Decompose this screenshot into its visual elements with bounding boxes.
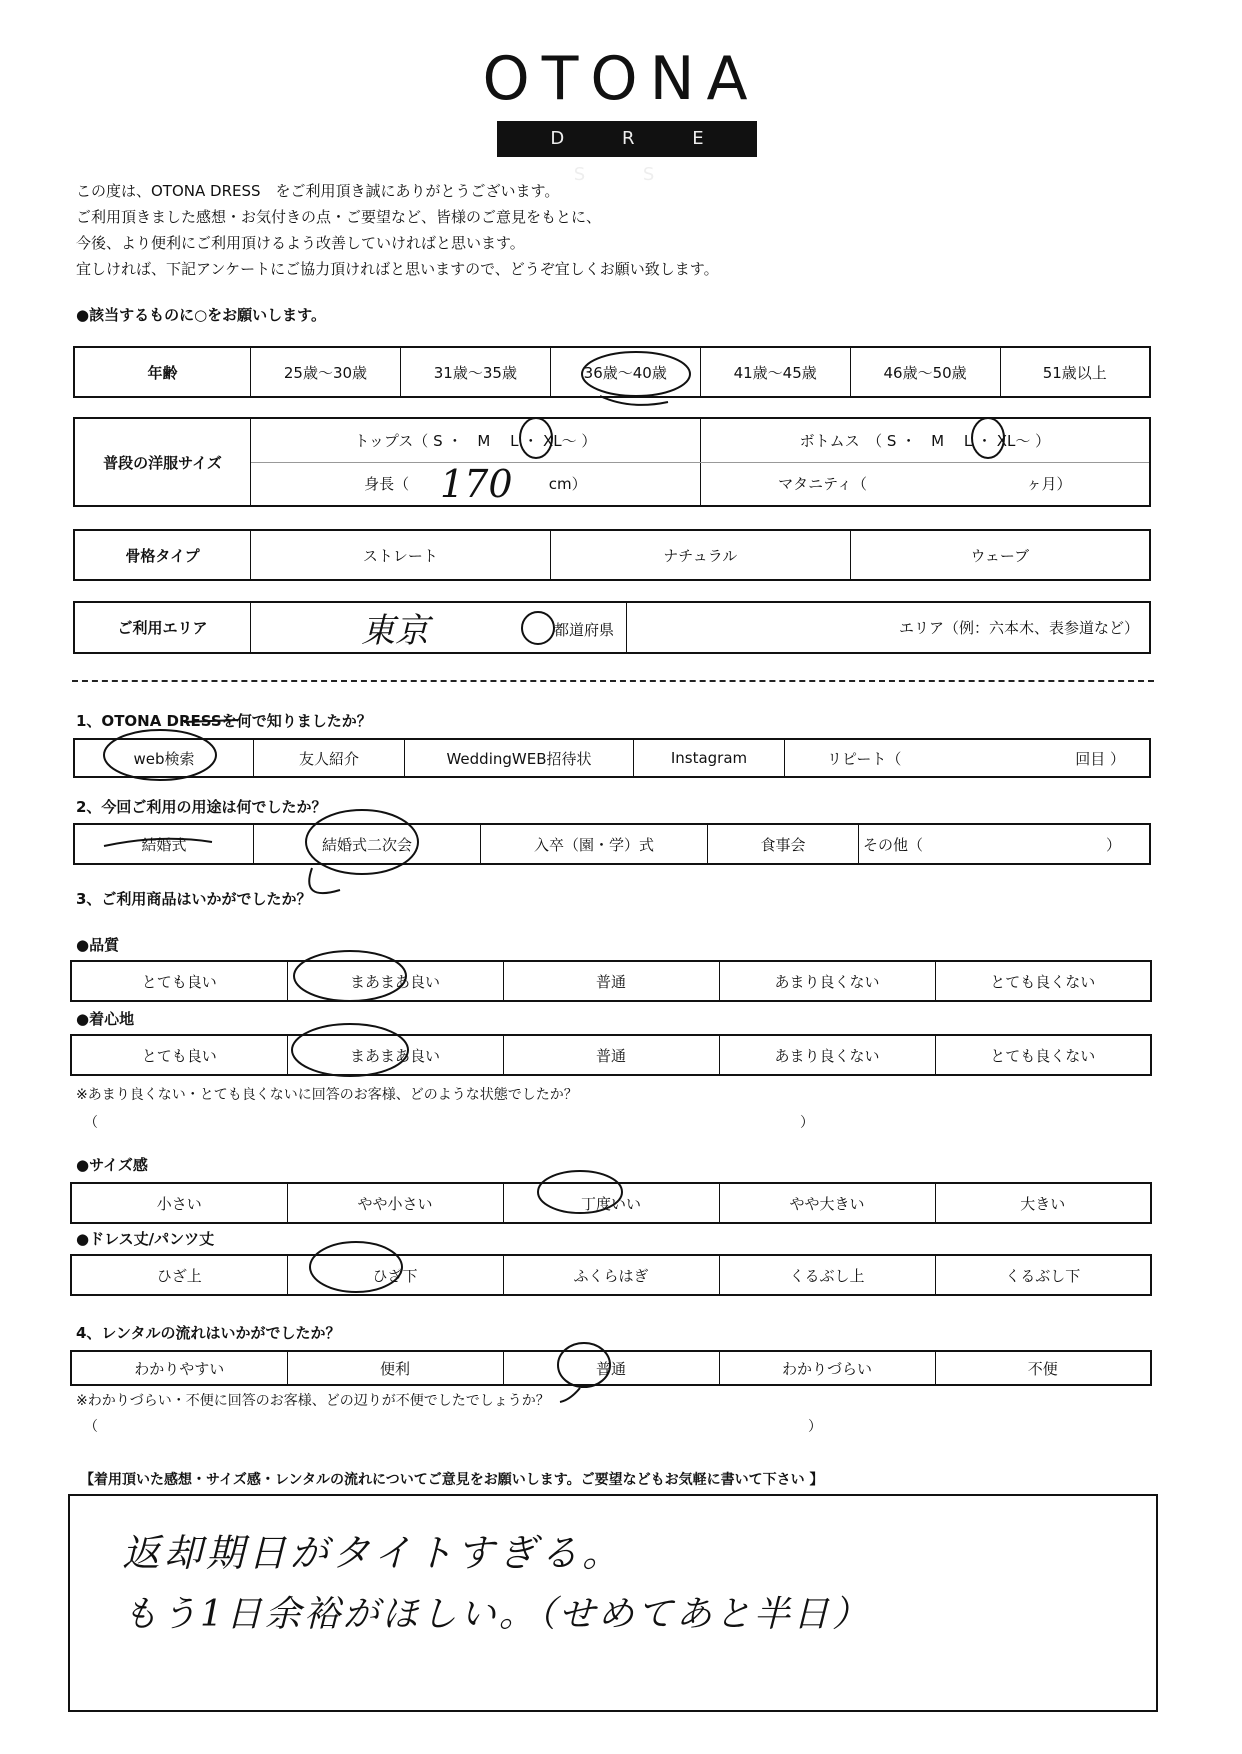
q1-option[interactable]: web検索	[74, 739, 254, 777]
q2-other-label: その他（	[863, 835, 924, 854]
age-option[interactable]: 46歳～50歳	[850, 347, 1000, 397]
prefecture-value: 東京	[361, 611, 429, 651]
age-option[interactable]: 36歳～40歳	[550, 347, 700, 397]
length-option[interactable]: くるぶし下	[935, 1255, 1151, 1295]
comfort-option[interactable]: 普通	[503, 1035, 719, 1075]
intro-line: 宜しければ、下記アンケートにご協力頂ければと思いますので、どうぞ宜しくお願い致します。	[76, 260, 719, 278]
q1-title: 1、OTONA DRESSを何で知りましたか？	[76, 712, 372, 730]
quality-option[interactable]: まあまあ良い	[287, 961, 503, 1001]
size-feel-option[interactable]: 小さい	[71, 1183, 287, 1223]
comfort-option[interactable]: あまり良くない	[719, 1035, 935, 1075]
feedback-box[interactable]	[68, 1494, 1158, 1712]
age-option[interactable]: 31歳～35歳	[400, 347, 550, 397]
length-table	[70, 1254, 1152, 1296]
area-field[interactable]: エリア（例：六本木、表参道など）	[627, 602, 1151, 653]
comfort-table	[70, 1034, 1152, 1076]
length-option[interactable]: くるぶし上	[719, 1255, 935, 1295]
intro-line: ご利用頂きました感想・お気付きの点・ご要望など、皆様のご意見をもとに、	[76, 208, 602, 226]
q2-option[interactable]: 結婚式	[74, 824, 254, 864]
q2-title: 2、今回ご利用の用途は何でしたか？	[76, 798, 327, 816]
frame-option[interactable]: ウェーブ	[850, 530, 1150, 580]
age-option[interactable]: 25歳～30歳	[251, 347, 401, 397]
quality-table	[70, 960, 1152, 1002]
size-table	[73, 417, 1151, 507]
length-label: ●ドレス丈/パンツ丈	[76, 1230, 215, 1248]
q1-table	[73, 738, 1151, 778]
size-feel-option[interactable]: 大きい	[935, 1183, 1151, 1223]
maternity-field[interactable]	[700, 462, 1150, 506]
comfort-label: ●着心地	[76, 1010, 135, 1028]
age-label: 年齢	[74, 347, 251, 397]
q1-repeat-label: リピート（	[827, 749, 902, 768]
q3-title: 3、ご利用商品はいかがでしたか？	[76, 890, 312, 908]
quality-option[interactable]: あまり良くない	[719, 961, 935, 1001]
comfort-note: ※あまり良くない・とても良くないに回答のお客様、どのような状態でしたか？	[76, 1087, 578, 1103]
q4-comment-open[interactable]: （	[84, 1419, 98, 1435]
brand-logo: OTONA	[482, 44, 760, 114]
intro-text	[76, 178, 719, 282]
feedback-line: 返却期日がタイトすぎる。	[122, 1531, 625, 1575]
height-label: 身長（	[364, 475, 410, 494]
length-option[interactable]: ふくらはぎ	[503, 1255, 719, 1295]
q1-option[interactable]: WeddingWEB招待状	[405, 739, 634, 777]
maternity-label: マタニティ（	[778, 475, 867, 494]
size-feel-table	[70, 1182, 1152, 1224]
length-option[interactable]: ひざ下	[287, 1255, 503, 1295]
prefecture-field[interactable]	[251, 602, 627, 653]
q1-repeat-field[interactable]	[785, 739, 1151, 777]
tops-size-field[interactable]: トップス（ S ・ M L ・ XL～ ）	[251, 418, 701, 462]
comfort-comment-close: ）	[800, 1115, 814, 1131]
q2-selection-tail	[309, 868, 340, 893]
size-feel-option[interactable]: 丁度いい	[503, 1183, 719, 1223]
q4-note: ※わかりづらい・不便に回答のお客様、どの辺りが不便でしたでしょうか？	[76, 1393, 550, 1409]
area-label: ご利用エリア	[74, 602, 251, 653]
intro-line: この度は、OTONA DRESS をご利用頂き誠にありがとうございます。	[76, 182, 560, 200]
comfort-option[interactable]: とても良くない	[935, 1035, 1151, 1075]
age-option[interactable]: 41歳～45歳	[700, 347, 850, 397]
size-feel-option[interactable]: やや大きい	[719, 1183, 935, 1223]
q4-selection-tail	[560, 1388, 580, 1402]
brand-sub-logo: D R E S S	[497, 121, 757, 157]
feedback-title: 【着用頂いた感想・サイズ感・レンタルの流れについてご意見をお願いします。ご要望などもお気軽に書いて下さい 】	[80, 1472, 824, 1488]
age-option[interactable]: 51歳以上	[1000, 347, 1150, 397]
length-option[interactable]: ひざ上	[71, 1255, 287, 1295]
height-unit: cm）	[548, 475, 587, 494]
comfort-option[interactable]: とても良い	[71, 1035, 287, 1075]
q2-option[interactable]: 食事会	[708, 824, 859, 864]
feedback-line: もう1日余裕がほしい。（せめてあと半日）	[122, 1594, 871, 1635]
q1-repeat-unit: 回目 ）	[1075, 749, 1125, 768]
q2-option[interactable]: 結婚式二次会	[254, 824, 481, 864]
quality-option[interactable]: とても良い	[71, 961, 287, 1001]
q2-other-close: ）	[1105, 835, 1121, 854]
frame-label: 骨格タイプ	[74, 530, 251, 580]
divider	[72, 680, 1154, 682]
size-feel-label: ●サイズ感	[76, 1156, 148, 1174]
q4-table	[70, 1350, 1152, 1386]
prefecture-label: 都道府県	[553, 621, 614, 639]
frame-option[interactable]: ナチュラル	[550, 530, 850, 580]
q2-option[interactable]: 入卒（園・学）式	[481, 824, 708, 864]
size-label: 普段の洋服サイズ	[74, 418, 251, 506]
q2-other-field[interactable]	[859, 824, 1151, 864]
quality-label: ●品質	[76, 936, 120, 954]
q4-option[interactable]: わかりづらい	[719, 1351, 935, 1385]
bottoms-size-field[interactable]: ボトムス （ S ・ M L ・ XL～ ）	[700, 418, 1150, 462]
intro-line: 今後、より便利にご利用頂けるよう改善していければと思います。	[76, 234, 525, 252]
maternity-unit: ヶ月）	[1026, 475, 1072, 494]
q4-option[interactable]: 便利	[287, 1351, 503, 1385]
q1-option[interactable]: 友人紹介	[254, 739, 405, 777]
q4-option[interactable]: 不便	[935, 1351, 1151, 1385]
height-value: 170	[440, 462, 513, 506]
instruction: ●該当するものに○をお願いします。	[76, 306, 326, 324]
comfort-option[interactable]: まあまあ良い	[287, 1035, 503, 1075]
frame-option[interactable]: ストレート	[251, 530, 551, 580]
quality-option[interactable]: 普通	[503, 961, 719, 1001]
size-feel-option[interactable]: やや小さい	[287, 1183, 503, 1223]
area-table	[73, 601, 1151, 654]
q4-title: 4、レンタルの流れはいかがでしたか？	[76, 1324, 341, 1342]
q4-option[interactable]: 普通	[503, 1351, 719, 1385]
q4-comment-close: ）	[808, 1419, 822, 1435]
q2-table	[73, 823, 1151, 865]
q1-option[interactable]: Instagram	[634, 739, 785, 777]
age-table	[73, 346, 1151, 398]
frame-table	[73, 529, 1151, 581]
q4-option[interactable]: わかりやすい	[71, 1351, 287, 1385]
quality-option[interactable]: とても良くない	[935, 961, 1151, 1001]
comfort-comment-open[interactable]: （	[84, 1115, 98, 1131]
